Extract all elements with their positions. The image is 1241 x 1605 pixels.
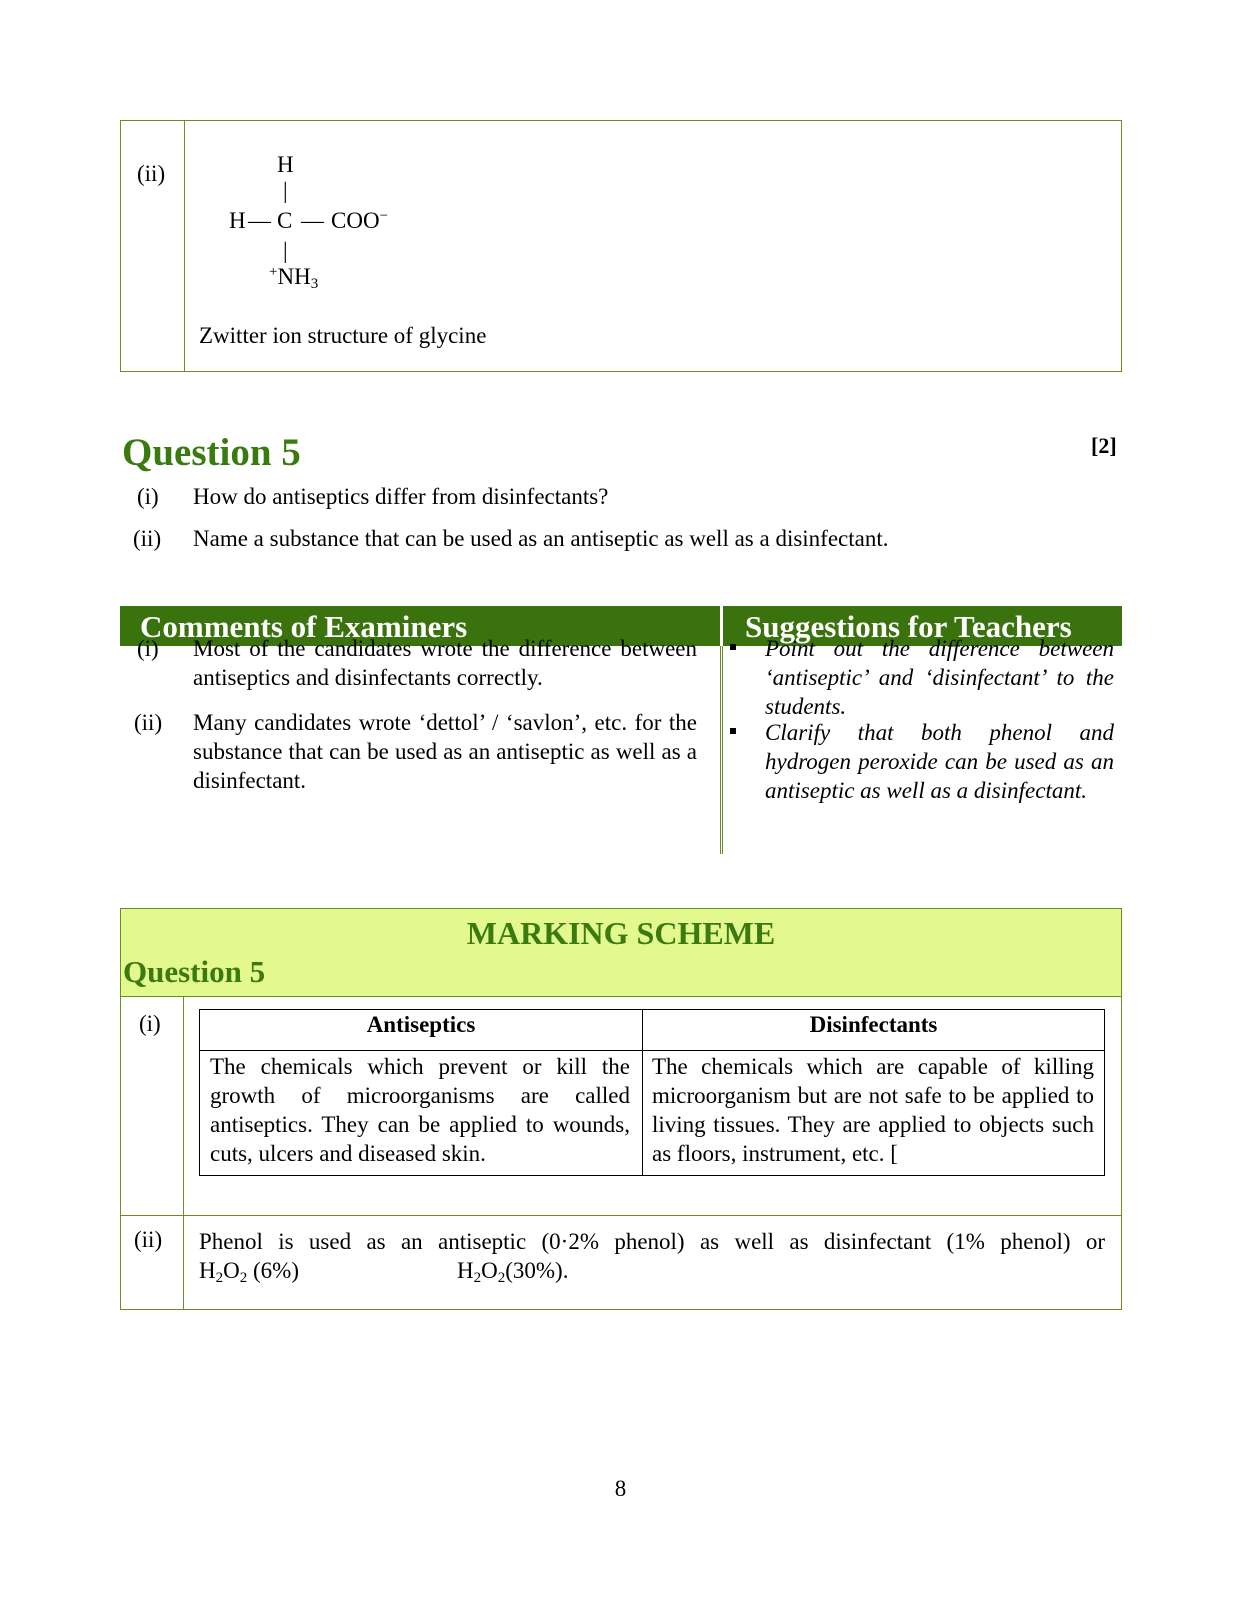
marking-part-number: (i) bbox=[139, 1011, 161, 1036]
o-symbol: O bbox=[481, 1258, 498, 1283]
suggestions-heading: Suggestions for Teachers bbox=[723, 606, 1122, 646]
o-symbol: O bbox=[223, 1258, 240, 1283]
answer-number-column bbox=[121, 121, 185, 371]
page-number: 8 bbox=[614, 1476, 627, 1501]
structure-charge: − bbox=[379, 208, 389, 224]
bullet-icon bbox=[730, 728, 736, 734]
header-disinfectants: Disinfectants bbox=[809, 1012, 938, 1037]
question-part-number: (ii) bbox=[133, 526, 162, 551]
comment-text: Many candidates wrote ‘dettol’ / ‘savlon’, etc. for the substance that can be used as an antiseptic as well as a disinfectant. bbox=[193, 710, 697, 793]
question-part-number: (i) bbox=[137, 484, 159, 509]
h-subscript: 2 bbox=[473, 1270, 482, 1286]
question-marks: [2] bbox=[1091, 433, 1117, 458]
marking-scheme-header bbox=[121, 909, 1121, 997]
structure-coo: COO bbox=[331, 208, 380, 233]
nh3-sub: 3 bbox=[310, 276, 319, 292]
suggestion-text: Point out the difference between ‘antiseptic’ and ‘disinfectant’ to the students. bbox=[765, 636, 1114, 719]
comparison-table bbox=[199, 1009, 1105, 1176]
o-subscript: 2 bbox=[497, 1270, 506, 1286]
bond-left: — bbox=[248, 208, 271, 233]
cell-disinfectants: The chemicals which are capable of killing microorganism but are not safe to be applied to living tissues. They are applied to objects such as floors, instrument, etc. [ bbox=[652, 1054, 1094, 1166]
h-symbol: H bbox=[456, 1258, 474, 1283]
comments-suggestions-table bbox=[120, 606, 1122, 854]
structure-nh3 bbox=[269, 264, 319, 292]
question-title: Question 5 bbox=[122, 431, 301, 474]
table-header-line bbox=[200, 1050, 1104, 1051]
h2o2-formula bbox=[199, 1258, 248, 1286]
marking-part-number: (ii) bbox=[134, 1227, 163, 1252]
bond-vertical-bottom: | bbox=[283, 238, 288, 263]
nh3-text: NH bbox=[277, 264, 311, 289]
suggestion-text: Clarify that both phenol and hydrogen peroxide can be used as an antiseptic as well as a disinfectant. bbox=[765, 720, 1114, 803]
answer-box-ii bbox=[120, 120, 1122, 372]
structure-group bbox=[331, 209, 388, 232]
answer-number: (ii) bbox=[137, 161, 166, 186]
nh3-charge: + bbox=[269, 264, 278, 280]
h2o2-concentration-a: (6%) bbox=[247, 1258, 299, 1283]
marking-number-column bbox=[121, 997, 184, 1309]
comments-heading: Comments of Examiners bbox=[120, 606, 720, 646]
question-part-text: How do antiseptics differ from disinfectants? bbox=[193, 484, 609, 509]
marking-scheme-question: Question 5 bbox=[123, 954, 266, 989]
answer-ii bbox=[199, 1227, 1105, 1285]
structure-top-h: H bbox=[277, 152, 294, 177]
question-part-text: Name a substance that can be used as an antiseptic as well as a disinfectant. bbox=[193, 526, 889, 551]
h-subscript: 2 bbox=[215, 1270, 224, 1286]
row-separator bbox=[121, 1215, 1121, 1216]
bond-right: — bbox=[301, 208, 324, 233]
answer-ii-line1: Phenol is used as an antiseptic (0·2% phenol) as well as disinfectant (1% phenol) or bbox=[199, 1229, 1105, 1254]
structure-caption: Zwitter ion structure of glycine bbox=[199, 323, 487, 348]
comment-text: Most of the candidates wrote the difference between antiseptics and disinfectants correctly. bbox=[193, 636, 697, 690]
structure-left-h: H bbox=[229, 208, 246, 233]
h-symbol: H bbox=[199, 1258, 216, 1283]
marking-scheme-title: MARKING SCHEME bbox=[466, 915, 776, 951]
marking-scheme-box bbox=[120, 908, 1122, 1310]
header-antiseptics: Antiseptics bbox=[366, 1012, 476, 1037]
structure-center-c: C bbox=[277, 208, 293, 233]
column-divider bbox=[720, 646, 723, 854]
o-subscript: 2 bbox=[239, 1270, 248, 1286]
h2o2-concentration-b: (30%). bbox=[505, 1258, 569, 1283]
bond-vertical-top: | bbox=[283, 178, 288, 203]
cell-antiseptics: The chemicals which prevent or kill the growth of microorganisms are called antiseptics. They can be applied to wounds, cuts, ulcers and diseased skin. bbox=[210, 1054, 630, 1166]
h2o2-formula bbox=[456, 1258, 506, 1286]
comment-number: (ii) bbox=[134, 710, 163, 735]
comment-number: (i) bbox=[137, 636, 159, 661]
bullet-icon bbox=[730, 644, 736, 650]
answer-ii-line2 bbox=[199, 1256, 1105, 1285]
